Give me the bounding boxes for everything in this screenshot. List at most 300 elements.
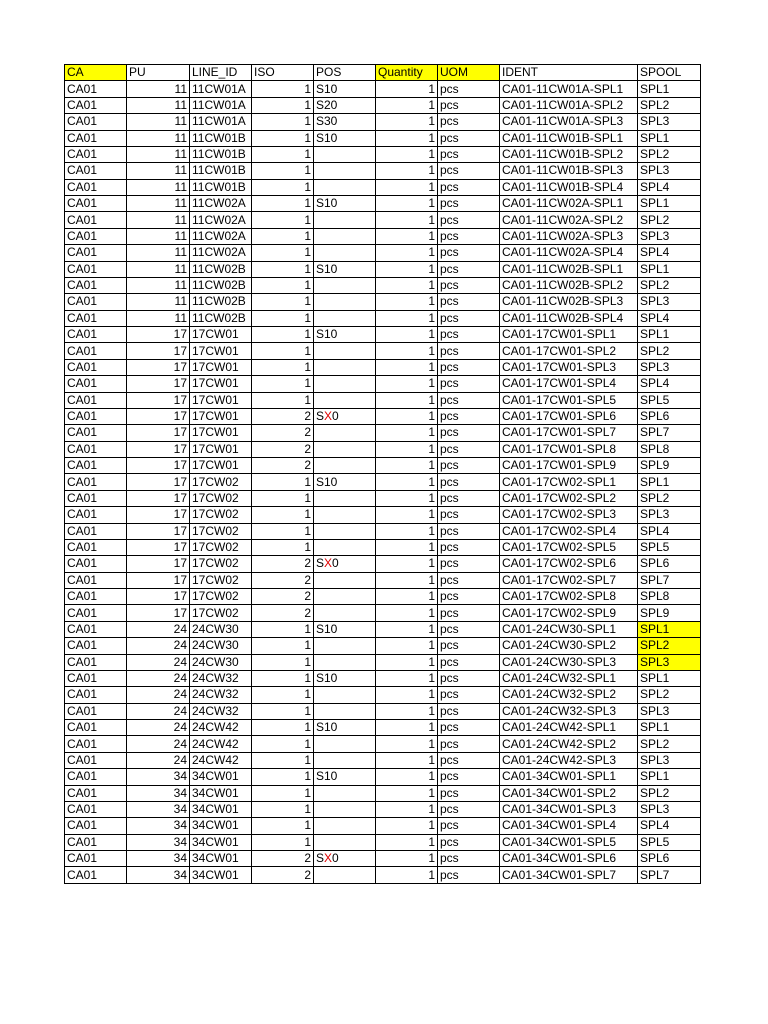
cell-iso[interactable]: 1 (252, 703, 314, 719)
cell-pu[interactable]: 34 (127, 785, 190, 801)
cell-pos[interactable] (314, 867, 376, 883)
cell-iso[interactable]: 1 (252, 327, 314, 343)
cell-spool[interactable]: SPL2 (638, 212, 701, 228)
cell-line-id[interactable]: 17CW01 (190, 458, 252, 474)
cell-spool[interactable]: SPL3 (638, 654, 701, 670)
cell-iso[interactable]: 2 (252, 572, 314, 588)
cell-pu[interactable]: 17 (127, 539, 190, 555)
cell-iso[interactable]: 2 (252, 556, 314, 572)
cell-line-id[interactable]: 34CW01 (190, 818, 252, 834)
cell-line-id[interactable]: 11CW02A (190, 245, 252, 261)
cell-ca[interactable]: CA01 (65, 310, 127, 326)
cell-iso[interactable]: 2 (252, 408, 314, 424)
cell-ca[interactable]: CA01 (65, 720, 127, 736)
cell-ident[interactable]: CA01-11CW02A-SPL1 (500, 196, 638, 212)
cell-ident[interactable]: CA01-34CW01-SPL6 (500, 851, 638, 867)
cell-quantity[interactable]: 1 (376, 638, 438, 654)
cell-pos[interactable] (314, 179, 376, 195)
cell-iso[interactable]: 1 (252, 507, 314, 523)
cell-ca[interactable]: CA01 (65, 703, 127, 719)
cell-pos[interactable] (314, 687, 376, 703)
cell-uom[interactable]: pcs (438, 638, 500, 654)
cell-pos[interactable] (314, 834, 376, 850)
cell-uom[interactable]: pcs (438, 834, 500, 850)
cell-uom[interactable]: pcs (438, 327, 500, 343)
cell-uom[interactable]: pcs (438, 670, 500, 686)
cell-ident[interactable]: CA01-11CW02A-SPL4 (500, 245, 638, 261)
cell-pu[interactable]: 24 (127, 638, 190, 654)
cell-spool[interactable]: SPL1 (638, 621, 701, 637)
cell-pos[interactable] (314, 392, 376, 408)
cell-pu[interactable]: 34 (127, 818, 190, 834)
cell-iso[interactable]: 1 (252, 785, 314, 801)
cell-uom[interactable]: pcs (438, 818, 500, 834)
cell-ca[interactable]: CA01 (65, 621, 127, 637)
cell-pu[interactable]: 34 (127, 851, 190, 867)
cell-line-id[interactable]: 11CW02A (190, 212, 252, 228)
cell-quantity[interactable]: 1 (376, 441, 438, 457)
cell-spool[interactable]: SPL1 (638, 474, 701, 490)
cell-pu[interactable]: 24 (127, 654, 190, 670)
cell-ca[interactable]: CA01 (65, 81, 127, 97)
cell-pu[interactable]: 17 (127, 441, 190, 457)
cell-spool[interactable]: SPL1 (638, 81, 701, 97)
cell-ident[interactable]: CA01-11CW02A-SPL3 (500, 228, 638, 244)
cell-ident[interactable]: CA01-11CW01A-SPL3 (500, 114, 638, 130)
cell-uom[interactable]: pcs (438, 212, 500, 228)
cell-pu[interactable]: 11 (127, 310, 190, 326)
cell-pu[interactable]: 11 (127, 130, 190, 146)
cell-spool[interactable]: SPL2 (638, 97, 701, 113)
cell-line-id[interactable]: 24CW42 (190, 736, 252, 752)
cell-iso[interactable]: 1 (252, 163, 314, 179)
cell-quantity[interactable]: 1 (376, 327, 438, 343)
header-spool[interactable]: SPOOL (638, 65, 701, 81)
cell-line-id[interactable]: 24CW32 (190, 670, 252, 686)
cell-iso[interactable]: 1 (252, 179, 314, 195)
cell-quantity[interactable]: 1 (376, 81, 438, 97)
cell-ident[interactable]: CA01-11CW01A-SPL1 (500, 81, 638, 97)
cell-ident[interactable]: CA01-17CW01-SPL6 (500, 408, 638, 424)
cell-ca[interactable]: CA01 (65, 490, 127, 506)
cell-iso[interactable]: 1 (252, 720, 314, 736)
cell-line-id[interactable]: 11CW01B (190, 179, 252, 195)
cell-pos[interactable] (314, 228, 376, 244)
cell-pos[interactable] (314, 572, 376, 588)
cell-iso[interactable]: 1 (252, 654, 314, 670)
cell-quantity[interactable]: 1 (376, 458, 438, 474)
cell-iso[interactable]: 1 (252, 114, 314, 130)
cell-quantity[interactable]: 1 (376, 179, 438, 195)
cell-pu[interactable]: 34 (127, 801, 190, 817)
cell-iso[interactable]: 2 (252, 425, 314, 441)
cell-line-id[interactable]: 17CW01 (190, 359, 252, 375)
cell-ca[interactable]: CA01 (65, 294, 127, 310)
cell-ca[interactable]: CA01 (65, 605, 127, 621)
cell-ident[interactable]: CA01-24CW30-SPL2 (500, 638, 638, 654)
cell-ident[interactable]: CA01-11CW01A-SPL2 (500, 97, 638, 113)
cell-ident[interactable]: CA01-11CW01B-SPL3 (500, 163, 638, 179)
cell-quantity[interactable]: 1 (376, 523, 438, 539)
cell-ca[interactable]: CA01 (65, 752, 127, 768)
cell-ca[interactable]: CA01 (65, 507, 127, 523)
cell-pos[interactable]: S20 (314, 97, 376, 113)
cell-uom[interactable]: pcs (438, 228, 500, 244)
cell-pu[interactable]: 11 (127, 163, 190, 179)
cell-pos[interactable]: SX0 (314, 556, 376, 572)
cell-iso[interactable]: 2 (252, 458, 314, 474)
cell-pu[interactable]: 11 (127, 228, 190, 244)
cell-line-id[interactable]: 24CW32 (190, 687, 252, 703)
cell-ca[interactable]: CA01 (65, 867, 127, 883)
cell-iso[interactable]: 1 (252, 245, 314, 261)
header-quantity[interactable]: Quantity (376, 65, 438, 81)
cell-pos[interactable] (314, 163, 376, 179)
cell-pos[interactable] (314, 801, 376, 817)
cell-line-id[interactable]: 34CW01 (190, 851, 252, 867)
cell-ca[interactable]: CA01 (65, 785, 127, 801)
cell-spool[interactable]: SPL9 (638, 458, 701, 474)
cell-ident[interactable]: CA01-11CW01B-SPL2 (500, 146, 638, 162)
cell-quantity[interactable]: 1 (376, 261, 438, 277)
cell-pu[interactable]: 17 (127, 572, 190, 588)
cell-line-id[interactable]: 11CW02B (190, 277, 252, 293)
header-iso[interactable]: ISO (252, 65, 314, 81)
cell-uom[interactable]: pcs (438, 507, 500, 523)
cell-iso[interactable]: 1 (252, 392, 314, 408)
cell-ident[interactable]: CA01-17CW02-SPL4 (500, 523, 638, 539)
cell-ident[interactable]: CA01-11CW02B-SPL1 (500, 261, 638, 277)
cell-uom[interactable]: pcs (438, 114, 500, 130)
cell-pu[interactable]: 24 (127, 752, 190, 768)
cell-uom[interactable]: pcs (438, 867, 500, 883)
cell-uom[interactable]: pcs (438, 769, 500, 785)
cell-ca[interactable]: CA01 (65, 687, 127, 703)
cell-uom[interactable]: pcs (438, 376, 500, 392)
cell-spool[interactable]: SPL3 (638, 507, 701, 523)
cell-pu[interactable]: 17 (127, 376, 190, 392)
cell-ca[interactable]: CA01 (65, 376, 127, 392)
cell-pos[interactable] (314, 212, 376, 228)
cell-pu[interactable]: 17 (127, 605, 190, 621)
cell-spool[interactable]: SPL2 (638, 736, 701, 752)
cell-pu[interactable]: 11 (127, 196, 190, 212)
cell-iso[interactable]: 2 (252, 867, 314, 883)
cell-spool[interactable]: SPL7 (638, 572, 701, 588)
cell-line-id[interactable]: 17CW01 (190, 408, 252, 424)
cell-iso[interactable]: 1 (252, 212, 314, 228)
cell-uom[interactable]: pcs (438, 245, 500, 261)
cell-spool[interactable]: SPL1 (638, 130, 701, 146)
cell-ca[interactable]: CA01 (65, 851, 127, 867)
cell-spool[interactable]: SPL4 (638, 376, 701, 392)
cell-uom[interactable]: pcs (438, 589, 500, 605)
cell-spool[interactable]: SPL8 (638, 589, 701, 605)
cell-iso[interactable]: 1 (252, 523, 314, 539)
cell-pos[interactable] (314, 245, 376, 261)
cell-spool[interactable]: SPL6 (638, 408, 701, 424)
cell-quantity[interactable]: 1 (376, 163, 438, 179)
cell-spool[interactable]: SPL3 (638, 228, 701, 244)
cell-line-id[interactable]: 11CW02B (190, 310, 252, 326)
cell-quantity[interactable]: 1 (376, 752, 438, 768)
cell-ca[interactable]: CA01 (65, 523, 127, 539)
cell-pu[interactable]: 17 (127, 523, 190, 539)
cell-line-id[interactable]: 17CW01 (190, 376, 252, 392)
cell-pu[interactable]: 17 (127, 589, 190, 605)
cell-spool[interactable]: SPL3 (638, 752, 701, 768)
cell-pos[interactable] (314, 703, 376, 719)
cell-quantity[interactable]: 1 (376, 97, 438, 113)
cell-iso[interactable]: 1 (252, 638, 314, 654)
cell-ident[interactable]: CA01-24CW32-SPL3 (500, 703, 638, 719)
cell-quantity[interactable]: 1 (376, 670, 438, 686)
cell-pu[interactable]: 17 (127, 458, 190, 474)
cell-line-id[interactable]: 34CW01 (190, 867, 252, 883)
cell-spool[interactable]: SPL3 (638, 359, 701, 375)
cell-spool[interactable]: SPL4 (638, 523, 701, 539)
cell-quantity[interactable]: 1 (376, 720, 438, 736)
cell-ident[interactable]: CA01-17CW01-SPL9 (500, 458, 638, 474)
cell-line-id[interactable]: 17CW02 (190, 523, 252, 539)
header-uom[interactable]: UOM (438, 65, 500, 81)
cell-line-id[interactable]: 11CW02B (190, 261, 252, 277)
cell-spool[interactable]: SPL5 (638, 834, 701, 850)
cell-pos[interactable] (314, 605, 376, 621)
cell-ident[interactable]: CA01-34CW01-SPL1 (500, 769, 638, 785)
cell-pu[interactable]: 17 (127, 507, 190, 523)
cell-quantity[interactable]: 1 (376, 801, 438, 817)
cell-line-id[interactable]: 17CW02 (190, 572, 252, 588)
cell-quantity[interactable]: 1 (376, 146, 438, 162)
cell-pos[interactable] (314, 277, 376, 293)
cell-spool[interactable]: SPL2 (638, 490, 701, 506)
cell-ca[interactable]: CA01 (65, 474, 127, 490)
cell-quantity[interactable]: 1 (376, 785, 438, 801)
cell-spool[interactable]: SPL3 (638, 294, 701, 310)
cell-spool[interactable]: SPL1 (638, 327, 701, 343)
cell-pos[interactable]: S10 (314, 130, 376, 146)
cell-ident[interactable]: CA01-24CW30-SPL3 (500, 654, 638, 670)
header-ident[interactable]: IDENT (500, 65, 638, 81)
cell-pu[interactable]: 34 (127, 834, 190, 850)
cell-ident[interactable]: CA01-17CW01-SPL1 (500, 327, 638, 343)
cell-uom[interactable]: pcs (438, 277, 500, 293)
cell-line-id[interactable]: 11CW02A (190, 228, 252, 244)
cell-ca[interactable]: CA01 (65, 670, 127, 686)
cell-uom[interactable]: pcs (438, 146, 500, 162)
cell-quantity[interactable]: 1 (376, 212, 438, 228)
cell-ca[interactable]: CA01 (65, 327, 127, 343)
cell-ident[interactable]: CA01-34CW01-SPL4 (500, 818, 638, 834)
cell-ident[interactable]: CA01-17CW02-SPL3 (500, 507, 638, 523)
cell-ident[interactable]: CA01-34CW01-SPL3 (500, 801, 638, 817)
cell-spool[interactable]: SPL1 (638, 261, 701, 277)
cell-uom[interactable]: pcs (438, 539, 500, 555)
cell-spool[interactable]: SPL3 (638, 163, 701, 179)
cell-quantity[interactable]: 1 (376, 245, 438, 261)
cell-iso[interactable]: 1 (252, 736, 314, 752)
cell-pu[interactable]: 34 (127, 867, 190, 883)
cell-uom[interactable]: pcs (438, 654, 500, 670)
cell-ca[interactable]: CA01 (65, 638, 127, 654)
cell-spool[interactable]: SPL7 (638, 425, 701, 441)
cell-quantity[interactable]: 1 (376, 359, 438, 375)
cell-iso[interactable]: 2 (252, 589, 314, 605)
cell-iso[interactable]: 1 (252, 130, 314, 146)
cell-pos[interactable] (314, 507, 376, 523)
cell-line-id[interactable]: 17CW02 (190, 490, 252, 506)
cell-quantity[interactable]: 1 (376, 851, 438, 867)
cell-pu[interactable]: 11 (127, 114, 190, 130)
cell-iso[interactable]: 1 (252, 359, 314, 375)
cell-pu[interactable]: 11 (127, 97, 190, 113)
cell-pos[interactable] (314, 785, 376, 801)
cell-quantity[interactable]: 1 (376, 834, 438, 850)
cell-ident[interactable]: CA01-34CW01-SPL2 (500, 785, 638, 801)
cell-line-id[interactable]: 17CW02 (190, 556, 252, 572)
cell-ident[interactable]: CA01-11CW01B-SPL4 (500, 179, 638, 195)
cell-iso[interactable]: 2 (252, 441, 314, 457)
cell-line-id[interactable]: 24CW42 (190, 752, 252, 768)
cell-ca[interactable]: CA01 (65, 130, 127, 146)
cell-line-id[interactable]: 11CW01A (190, 97, 252, 113)
cell-ident[interactable]: CA01-11CW02A-SPL2 (500, 212, 638, 228)
cell-ca[interactable]: CA01 (65, 654, 127, 670)
cell-pos[interactable]: S10 (314, 720, 376, 736)
cell-ca[interactable]: CA01 (65, 97, 127, 113)
cell-line-id[interactable]: 11CW01A (190, 81, 252, 97)
cell-pos[interactable] (314, 539, 376, 555)
cell-uom[interactable]: pcs (438, 179, 500, 195)
cell-spool[interactable]: SPL2 (638, 277, 701, 293)
cell-iso[interactable]: 1 (252, 539, 314, 555)
cell-uom[interactable]: pcs (438, 408, 500, 424)
cell-pu[interactable]: 11 (127, 212, 190, 228)
cell-pu[interactable]: 17 (127, 392, 190, 408)
header-pos[interactable]: POS (314, 65, 376, 81)
cell-iso[interactable]: 1 (252, 801, 314, 817)
cell-pos[interactable] (314, 146, 376, 162)
cell-ca[interactable]: CA01 (65, 212, 127, 228)
cell-ca[interactable]: CA01 (65, 146, 127, 162)
cell-uom[interactable]: pcs (438, 81, 500, 97)
cell-pos[interactable]: S10 (314, 769, 376, 785)
cell-quantity[interactable]: 1 (376, 474, 438, 490)
cell-quantity[interactable]: 1 (376, 605, 438, 621)
cell-ca[interactable]: CA01 (65, 801, 127, 817)
cell-ident[interactable]: CA01-17CW02-SPL6 (500, 556, 638, 572)
cell-quantity[interactable]: 1 (376, 556, 438, 572)
cell-ident[interactable]: CA01-11CW02B-SPL3 (500, 294, 638, 310)
cell-iso[interactable]: 1 (252, 294, 314, 310)
cell-pos[interactable]: S30 (314, 114, 376, 130)
cell-line-id[interactable]: 11CW01B (190, 130, 252, 146)
cell-ca[interactable]: CA01 (65, 539, 127, 555)
cell-uom[interactable]: pcs (438, 310, 500, 326)
cell-ca[interactable]: CA01 (65, 179, 127, 195)
cell-uom[interactable]: pcs (438, 458, 500, 474)
cell-uom[interactable]: pcs (438, 523, 500, 539)
cell-pu[interactable]: 11 (127, 277, 190, 293)
cell-uom[interactable]: pcs (438, 605, 500, 621)
cell-spool[interactable]: SPL5 (638, 392, 701, 408)
cell-iso[interactable]: 1 (252, 261, 314, 277)
cell-iso[interactable]: 1 (252, 834, 314, 850)
cell-ca[interactable]: CA01 (65, 163, 127, 179)
cell-quantity[interactable]: 1 (376, 114, 438, 130)
cell-pos[interactable] (314, 490, 376, 506)
cell-pos[interactable]: SX0 (314, 851, 376, 867)
cell-spool[interactable]: SPL2 (638, 146, 701, 162)
cell-uom[interactable]: pcs (438, 97, 500, 113)
cell-quantity[interactable]: 1 (376, 376, 438, 392)
cell-line-id[interactable]: 17CW02 (190, 605, 252, 621)
cell-line-id[interactable]: 11CW01B (190, 146, 252, 162)
cell-line-id[interactable]: 34CW01 (190, 785, 252, 801)
cell-pos[interactable] (314, 310, 376, 326)
cell-ca[interactable]: CA01 (65, 818, 127, 834)
cell-iso[interactable]: 1 (252, 310, 314, 326)
cell-ident[interactable]: CA01-17CW02-SPL1 (500, 474, 638, 490)
cell-uom[interactable]: pcs (438, 441, 500, 457)
cell-uom[interactable]: pcs (438, 474, 500, 490)
cell-spool[interactable]: SPL5 (638, 539, 701, 555)
cell-uom[interactable]: pcs (438, 163, 500, 179)
cell-ca[interactable]: CA01 (65, 769, 127, 785)
cell-ca[interactable]: CA01 (65, 458, 127, 474)
cell-iso[interactable]: 1 (252, 818, 314, 834)
cell-uom[interactable]: pcs (438, 785, 500, 801)
cell-iso[interactable]: 2 (252, 605, 314, 621)
cell-quantity[interactable]: 1 (376, 769, 438, 785)
cell-uom[interactable]: pcs (438, 621, 500, 637)
cell-pos[interactable] (314, 425, 376, 441)
cell-pu[interactable]: 11 (127, 261, 190, 277)
cell-uom[interactable]: pcs (438, 392, 500, 408)
cell-quantity[interactable]: 1 (376, 425, 438, 441)
cell-pu[interactable]: 11 (127, 81, 190, 97)
cell-ident[interactable]: CA01-11CW01B-SPL1 (500, 130, 638, 146)
cell-ca[interactable]: CA01 (65, 245, 127, 261)
cell-pos[interactable]: SX0 (314, 408, 376, 424)
cell-uom[interactable]: pcs (438, 556, 500, 572)
cell-line-id[interactable]: 24CW32 (190, 703, 252, 719)
cell-pos[interactable]: S10 (314, 670, 376, 686)
cell-pu[interactable]: 24 (127, 736, 190, 752)
cell-pos[interactable] (314, 752, 376, 768)
cell-pos[interactable] (314, 458, 376, 474)
cell-quantity[interactable]: 1 (376, 294, 438, 310)
cell-ca[interactable]: CA01 (65, 196, 127, 212)
cell-spool[interactable]: SPL4 (638, 818, 701, 834)
cell-spool[interactable]: SPL1 (638, 769, 701, 785)
cell-uom[interactable]: pcs (438, 687, 500, 703)
cell-spool[interactable]: SPL2 (638, 638, 701, 654)
cell-uom[interactable]: pcs (438, 261, 500, 277)
cell-iso[interactable]: 1 (252, 146, 314, 162)
cell-spool[interactable]: SPL4 (638, 245, 701, 261)
cell-ident[interactable]: CA01-17CW01-SPL8 (500, 441, 638, 457)
cell-pos[interactable] (314, 359, 376, 375)
cell-line-id[interactable]: 24CW30 (190, 654, 252, 670)
cell-iso[interactable]: 1 (252, 81, 314, 97)
cell-iso[interactable]: 1 (252, 228, 314, 244)
cell-pos[interactable] (314, 589, 376, 605)
cell-pu[interactable]: 24 (127, 687, 190, 703)
cell-line-id[interactable]: 24CW42 (190, 720, 252, 736)
cell-iso[interactable]: 1 (252, 376, 314, 392)
